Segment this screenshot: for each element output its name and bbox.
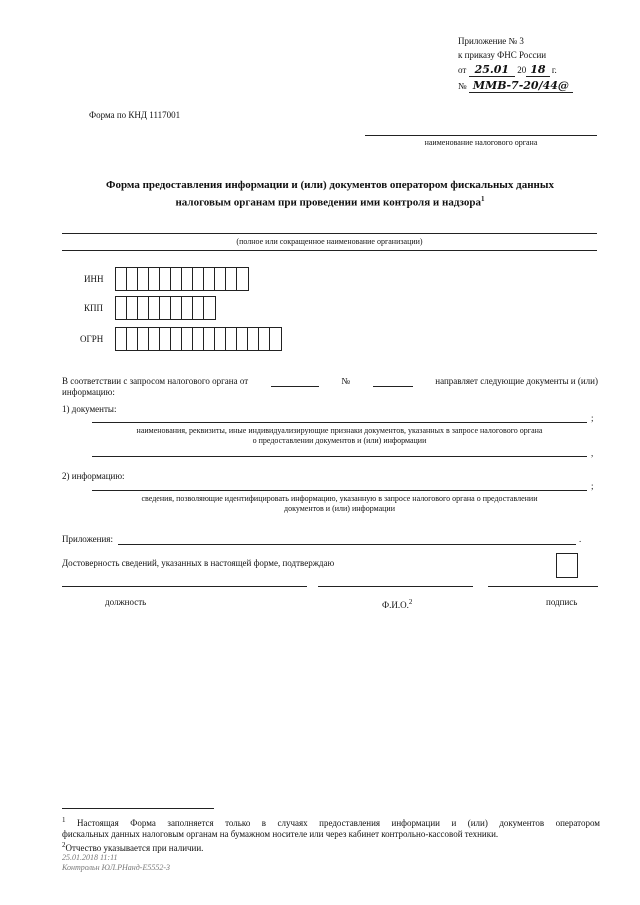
form-title-line1: Форма предоставления информации и (или) документов оператором фискальных данных [106,179,554,191]
name-caption: Ф.И.О.$^2$ [382,598,413,610]
appendix-date: от 25.01 20 18 г. [458,63,557,76]
ogrn-cell[interactable] [171,328,182,350]
ogrn-cell[interactable] [204,328,215,350]
position-line[interactable] [62,586,307,587]
documents-label: 1) документы: [62,404,117,414]
ogrn-cell[interactable] [248,328,259,350]
documents-line2[interactable] [92,456,587,457]
kpp-cell[interactable] [171,297,182,319]
documents-line[interactable] [92,422,587,423]
ogrn-cell[interactable] [182,328,193,350]
org-name-line [62,233,597,234]
ogrn-cell[interactable] [215,328,226,350]
ogrn-cell[interactable] [138,328,149,350]
attachments-label: Приложения: [62,534,113,544]
form-title [60,178,600,210]
org-name-caption: (полное или сокращенное наименование организации) [236,237,423,246]
confirm-text: Достоверность сведений, указанных в настоящей форме, подтверждаю [62,558,335,568]
footnote-1: $^1$ Настоящая Форма заполняется только в случаях предоставления информации и (или) документов оператором фискальных данных налоговым органам на бумажном носителе или через кабинет контрольно-кассовой техники. [62,816,601,839]
inn-cell[interactable] [116,268,127,290]
ogrn-cell[interactable] [193,328,204,350]
kpp-cell[interactable] [116,297,127,319]
appendix-number: № ММВ-7-20/44@ [458,80,598,92]
information-caption: сведения, позволяющие идентифицировать информацию, указанную в запросе налогового органа о предоставлении документов и (или) информации [141,494,538,513]
ogrn-label: ОГРН [80,334,104,344]
inn-cell[interactable] [138,268,149,290]
documents-caption: наименования, реквизиты, иные индивидуализирующие признаки документов, указанных в запросе налогового органа о предоставлении документов и (или) информации [136,426,543,445]
ogrn-cell[interactable] [270,328,281,350]
kpp-cell[interactable] [204,297,215,319]
documents-semicolon: ; [591,413,594,423]
form-title-line2: налоговым органам при проведении ими контроля и надзора$^1$ [175,195,485,209]
stamp-line1: 25.01.2018 11:11 [62,853,118,862]
inn-cell[interactable] [182,268,193,290]
ogrn-cell[interactable] [149,328,160,350]
inn-cell[interactable] [171,268,182,290]
ogrn-cell[interactable] [160,328,171,350]
documents-comma: , [591,448,594,458]
kpp-cell[interactable] [149,297,160,319]
appendix-order: к приказу ФНС России [458,50,547,60]
information-line[interactable] [92,490,587,491]
kpp-cell[interactable] [138,297,149,319]
position-caption: должность [105,597,147,607]
kpp-cell[interactable] [193,297,204,319]
kpp-cell[interactable] [160,297,171,319]
request-date-field[interactable] [271,376,319,387]
appendix-date-value: 25.01 [469,63,515,77]
ogrn-cell[interactable] [116,328,127,350]
org-name-line2 [62,250,597,251]
footnote-2: $^2$Отчество указывается при наличии. [62,841,204,853]
attachments-line[interactable] [118,544,576,545]
inn-cell[interactable] [237,268,248,290]
sign-caption: подпись [546,597,578,607]
information-label: 2) информацию: [62,471,125,481]
request-paragraph: В соответствии с запросом налогового органа от № направляет следующие документы и (или) информацию: [62,376,598,397]
inn-cell[interactable] [127,268,138,290]
kpp-cells[interactable] [115,296,216,320]
ogrn-cell[interactable] [237,328,248,350]
inn-cell[interactable] [204,268,215,290]
signature-box[interactable] [556,553,578,578]
stamp-line2: Контрольн ЮЛ.РНанд-E5552-3 [62,863,171,872]
name-line[interactable] [318,586,473,587]
sign-line[interactable] [488,586,598,587]
kpp-label: КПП [84,303,104,313]
inn-cell[interactable] [149,268,160,290]
information-semicolon: ; [591,481,594,491]
inn-cell[interactable] [215,268,226,290]
footnote-separator [62,808,214,809]
form-code: Форма по КНД 1117001 [89,110,181,120]
ogrn-cell[interactable] [127,328,138,350]
tax-authority-caption: наименование налогового органа [424,138,538,147]
inn-cell[interactable] [193,268,204,290]
kpp-cell[interactable] [182,297,193,319]
inn-cell[interactable] [160,268,171,290]
appendix-label: Приложение № 3 [458,36,524,46]
attachments-period: . [579,534,582,544]
appendix-number-value: ММВ-7-20/44@ [469,79,573,93]
kpp-cell[interactable] [127,297,138,319]
ogrn-cell[interactable] [226,328,237,350]
tax-authority-line [365,135,597,136]
inn-cell[interactable] [226,268,237,290]
appendix-year-value: 18 [526,63,549,77]
ogrn-cells[interactable] [115,327,282,351]
request-number-field[interactable] [373,376,413,387]
inn-cells[interactable] [115,267,249,291]
ogrn-cell[interactable] [259,328,270,350]
inn-label: ИНН [84,274,104,284]
